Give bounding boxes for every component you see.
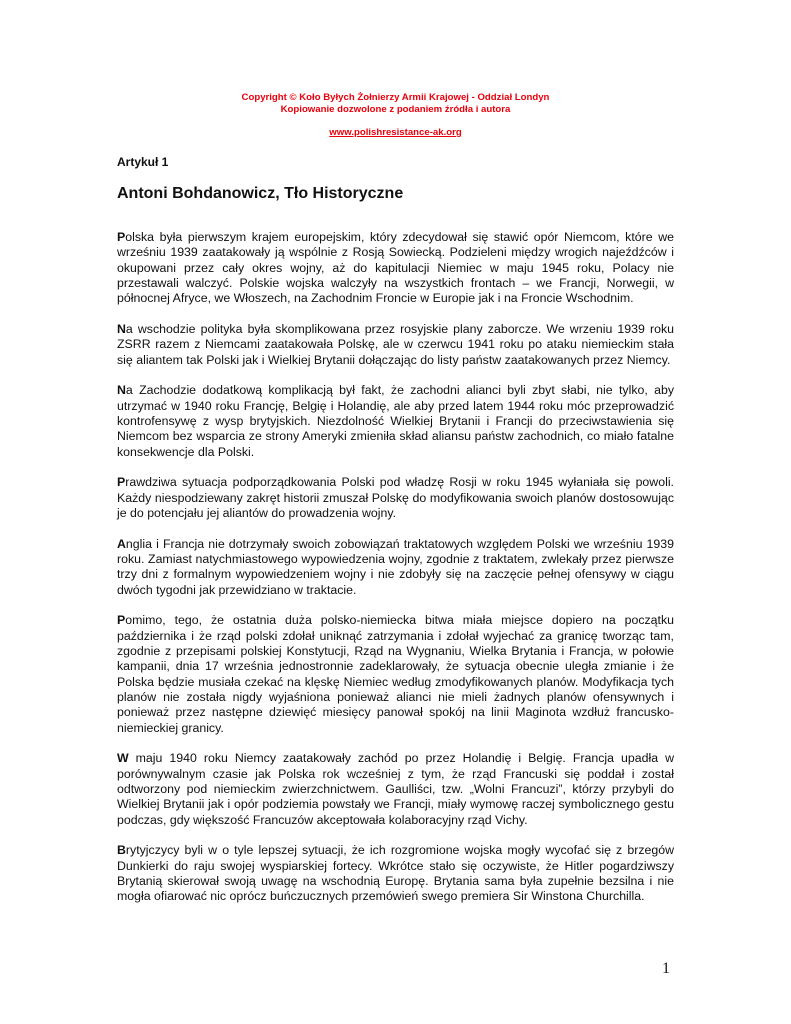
copyright-header [0, 92, 791, 139]
paragraph [117, 230, 674, 306]
paragraph-lead-letter: A [117, 536, 126, 551]
paragraph-text: rytyjczycy byli w o tyle lepszej sytuacji, że ich rozgromione wojska mogły wycofać się z brzegów Dunkierki do raju swojej wyspiarskiej fortecy. Wkrótce stało się oczywiste, że Hitler pogardziwszy Brytanią skierował swoją uwagę na wschodnią Europę. Brytania sama była zupełnie bezsilna i nie mogła ofiarować nic oprócz buńczucznych przemówień swego premiera Sir Winstona Churchilla. [117, 843, 674, 904]
paragraph-text: olska była pierwszym krajem europejskim, który zdecydował się stawić opór Niemcom, które we wrześniu 1939 zaatakowały ją wspólnie z Rosją Sowiecką. Podzieleni między wrogich najeźdźców i okupowani przez cały okres wojny, aż do kapitulacji Niemiec w maju 1945 roku, Polacy nie przestawali walczyć. Polskie wojska walczyły na wszystkich frontach – we Francji, Norwegii, w północnej Afryce, we Włoszech, na Zachodnim Froncie w Europie jak i na Froncie Wschodnim. [117, 230, 674, 306]
copyright-line: Copyright © Koło Byłych Żołnierzy Armii Krajowej - Oddział Londyn [241, 92, 550, 103]
paragraph-text: maju 1940 roku Niemcy zaatakowały zachód po przez Holandię i Belgię. Francja upadła w porównywalnym czasie jak Polska rok wcześniej z tym, że rząd Francuski się poddał i został odtworzony pod niemieckim zwierzchnictwem. Gaulliści, tzw. „Wolni Francuzi”, którzy przybyli do Wielkiej Brytanii jak i opór podziemia powstały we Francji, miały wymowę raczej symbolicznego gestu podczas, gdy większość Francuzów akceptowała kolaboracyjny rząd Vichy. [117, 751, 674, 827]
paragraph [117, 475, 674, 521]
paragraph-lead-letter: P [117, 230, 126, 244]
paragraph [117, 843, 674, 904]
paragraph-lead-letter: P [117, 613, 126, 628]
article-label: Artykuł 1 [117, 155, 169, 169]
paragraph [117, 751, 674, 827]
paragraph [117, 613, 674, 735]
paragraph-text: a Zachodzie dodatkową komplikacją był fakt, że zachodni alianci byli zbyt słabi, nie tylko, aby utrzymać w 1940 roku Francję, Belgię i Holandię, ale aby przed latem 1944 roku móc przeprowadzić kontrofensywę z wysp brytyjskich. Niezdolność Wielkiej Brytanii i Francji do przeciwstawienia się Niemcom bez wsparcia ze strony Ameryki zmieniła skład aliansu państw zachodnich, co miało fatalne konsekwencje dla Polski. [117, 383, 674, 459]
paragraph-lead-letter: W [117, 751, 129, 766]
paragraph-text: a wschodzie polityka była skomplikowana przez rosyjskie plany zaborcze. We wrzeniu 1939 roku ZSRR razem z Niemcami zaatakowała Polskę, ale w czerwcu 1941 roku po ataku niemieckim stała się aliantem tak Polski jak i Wielkiej Brytanii dołączając do listy państw zaatakowanych przez Niemcy. [117, 321, 674, 367]
article-body [117, 230, 674, 920]
paragraph [117, 537, 674, 598]
paragraph [117, 322, 674, 368]
paragraph-text: nglia i Francja nie dotrzymały swoich zobowiązań traktatowych względem Polski we wrześniu 1939 roku. Zamiast natychmiastowego wypowiedzenia wojny, zgodnie z traktatem, zwlekały przez pierwsze trzy dni z formalnym wypowiedzeniem wojny i nie zdobyły się na zaczęcie pełnej ofensywy w ciągu dwóch tygodni jak przewidziano w traktacie. [117, 536, 674, 597]
paragraph-lead-letter: N [117, 383, 126, 398]
permission-line: Kopiowanie dozwolone z podaniem źródła i autora [280, 104, 511, 115]
paragraph-text: omimo, tego, że ostatnia duża polsko-niemiecka bitwa miała miejsce dopiero na początku października i że rząd polski zdołał uniknąć zatrzymania i zdołał wyjechać za granicę tworząc tam, zgodnie z przepisami polskiej Konstytucji, Rząd na Wygnaniu, Wielka Brytania i Francja, w połowie kampanii, dnia 17 września jednostronnie zadeklarowały, że sytuacja obecnie uległa zmianie i że Polska będzie musiała czekać na klęskę Niemiec według zmodyfikowanych planów. Modyfikacja tych planów nie została nigdy wyjaśniona ponieważ alianci nie mieli żadnych planów ofensywnych i ponieważ przez następne dziewięć miesięcy panował spokój na linii Maginota wzdłuż francusko-niemieckiej granicy. [117, 613, 674, 735]
paragraph-text: rawdziwa sytuacja podporządkowania Polski pod władzę Rosji w roku 1945 wyłaniała się powoli. Każdy niespodziewany zakręt historii zmuszał Polskę do modyfikowania swoich planów dostosowując je do potencjału jej aliantów do prowadzenia wojny. [117, 475, 674, 520]
paragraph-lead-letter: B [117, 843, 126, 858]
paragraph [117, 383, 674, 459]
page-number: 1 [662, 960, 670, 977]
paragraph-lead-letter: P [117, 475, 126, 490]
website-link[interactable]: www.polishresistance-ak.org [329, 127, 462, 138]
paragraph-lead-letter: N [117, 321, 126, 336]
article-title: Antoni Bohdanowicz, Tło Historyczne [117, 185, 404, 202]
